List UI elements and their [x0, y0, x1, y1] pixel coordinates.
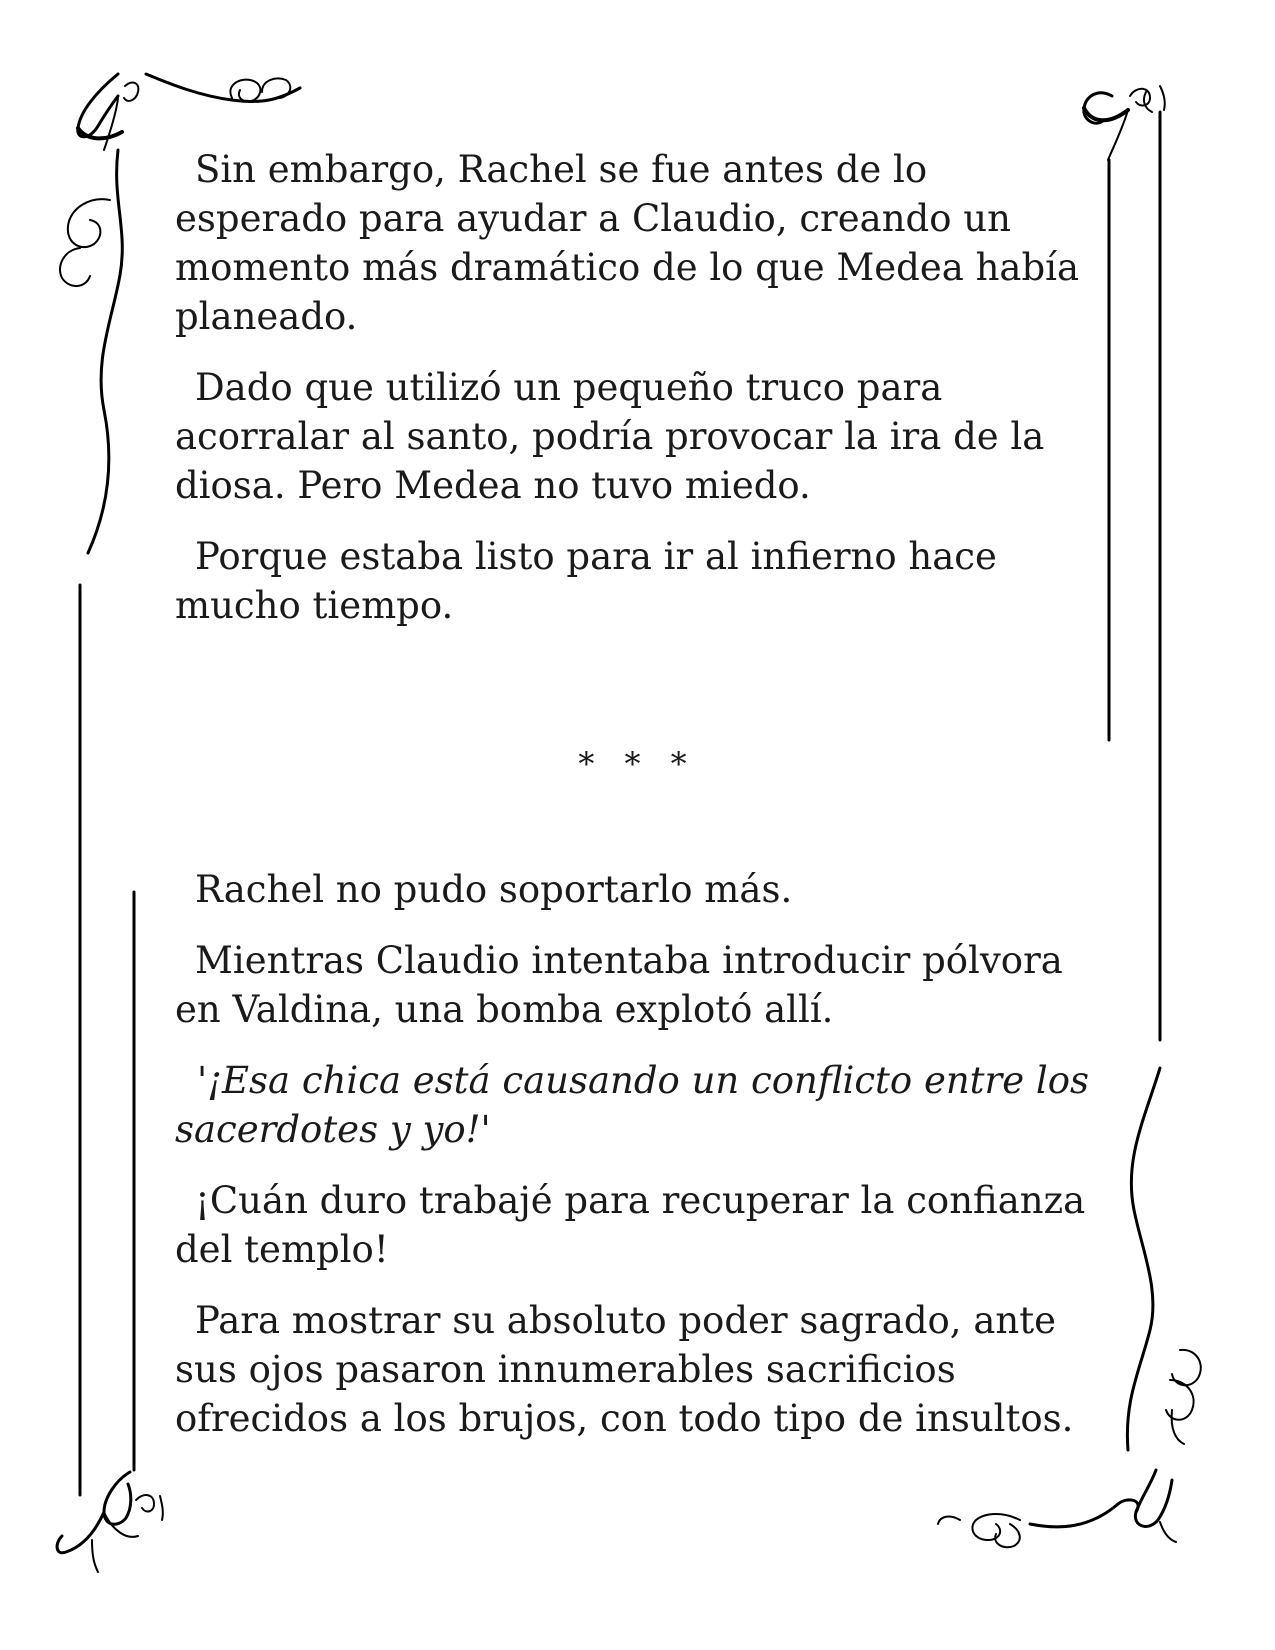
- paragraph-7: ¡Cuán duro trabajé para recuperar la confianza del templo!: [175, 1179, 1086, 1271]
- paragraph-2: Dado que utilizó un pequeño truco para acorralar al santo, podría provocar la ira de la diosa. Pero Medea no tuvo miedo.: [175, 366, 1045, 507]
- scene-separator: * * *: [578, 745, 697, 783]
- bottom-left-flourish: [57, 1472, 163, 1572]
- paragraph-5: Mientras Claudio intentaba introducir pólvora en Valdina, una bomba explotó allí.: [175, 939, 1063, 1031]
- paragraph-1: Sin embargo, Rachel se fue antes de lo esperado para ayudar a Claudio, creando un momento más dramático de lo que Medea había planeado.: [175, 148, 1080, 338]
- text-block-top: [175, 145, 1105, 630]
- paragraph-3: Porque estaba listo para ir al infierno hace mucho tiempo.: [175, 535, 997, 627]
- text-block-bottom: [175, 865, 1105, 1443]
- paragraph-8: Para mostrar su absoluto poder sagrado, ante sus ojos pasaron innumerables sacrificios ofrecidos a los brujos, con todo tipo de insultos.: [175, 1299, 1074, 1440]
- paragraph-4: Rachel no pudo soportarlo más.: [195, 868, 793, 911]
- paragraph-6-thought: '¡Esa chica está causando un conflicto entre los sacerdotes y yo!': [175, 1059, 1089, 1151]
